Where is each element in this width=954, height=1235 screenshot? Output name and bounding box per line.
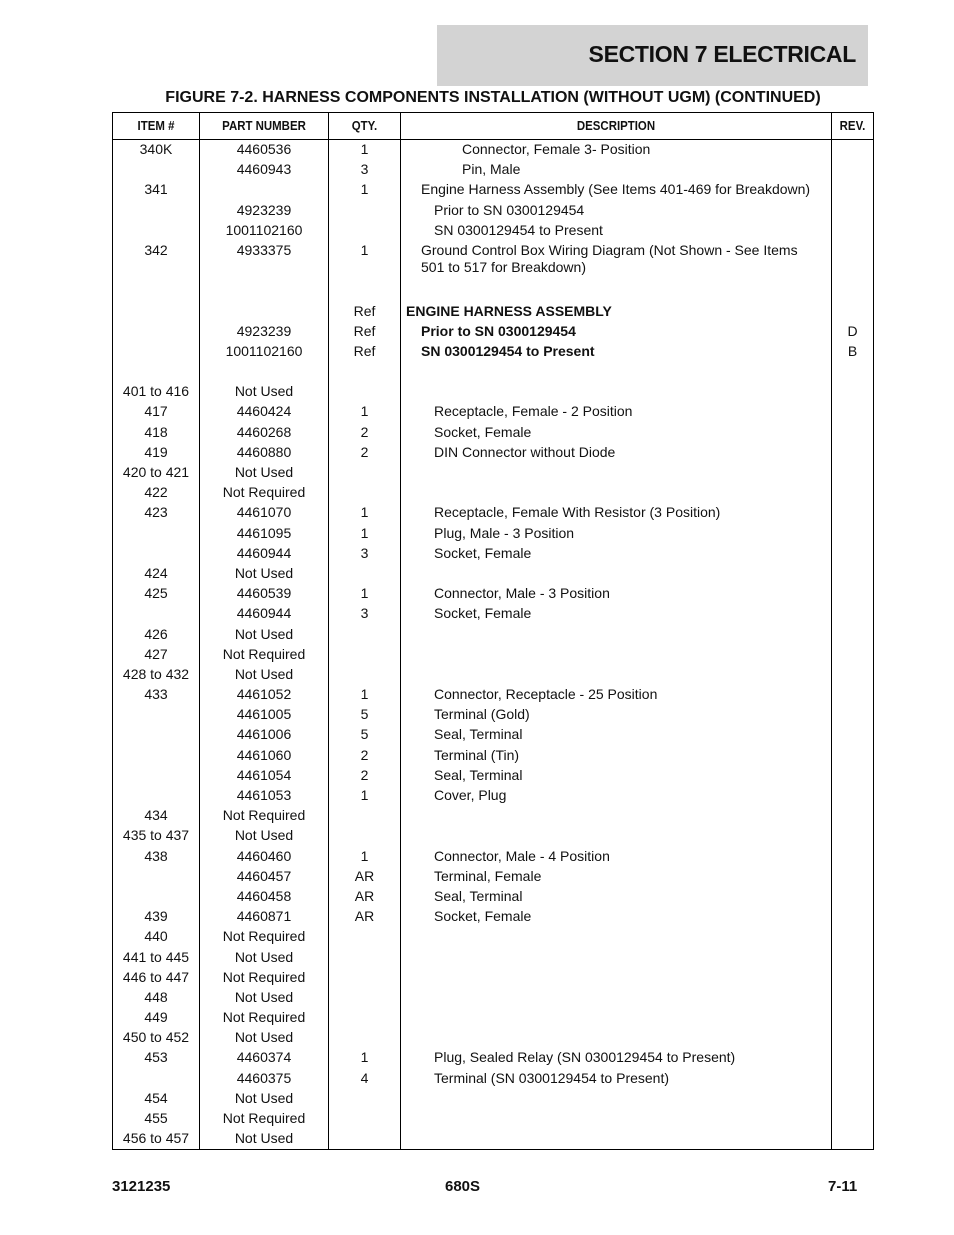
- qty-cell: 2: [360, 423, 369, 440]
- col-header-part-number: PART NUMBER: [222, 118, 306, 133]
- item-number-cell: 425: [144, 585, 168, 602]
- qty-cell: 3: [360, 605, 369, 622]
- description-cell: Prior to SN 0300129454: [434, 201, 585, 218]
- part-number-cell: Not Required: [222, 928, 306, 945]
- part-number-cell: Not Used: [234, 988, 294, 1005]
- table-row: [113, 989, 873, 1009]
- part-number-cell: Not Used: [234, 1130, 294, 1147]
- table-row: [113, 928, 873, 948]
- part-number-cell: 4460871: [236, 908, 292, 925]
- qty-cell: 2: [360, 443, 369, 460]
- table-row: [113, 161, 873, 181]
- part-number-cell: 4461095: [236, 524, 292, 541]
- description-cell: Prior to SN 0300129454: [421, 322, 576, 339]
- part-number-cell: 4460268: [236, 423, 292, 440]
- table-row: [113, 706, 873, 726]
- part-number-cell: 4461070: [236, 504, 292, 521]
- part-number-cell: Not Required: [222, 1110, 306, 1127]
- part-number-cell: 4460424: [236, 403, 292, 420]
- qty-cell: Ref: [353, 322, 376, 339]
- item-number-cell: 422: [144, 484, 168, 501]
- table-row: [113, 726, 873, 746]
- item-number-cell: 455: [144, 1110, 168, 1127]
- rev-cell: D: [847, 322, 858, 339]
- table-row: [113, 908, 873, 928]
- part-number-cell: Not Used: [234, 1089, 294, 1106]
- description-cell: Terminal (Tin): [434, 746, 520, 763]
- part-number-cell: 4460539: [236, 585, 292, 602]
- part-number-cell: Not Required: [222, 968, 306, 985]
- item-number-cell: 438: [144, 847, 168, 864]
- description-cell: Ground Control Box Wiring Diagram (Not Shown - See Items 501 to 517 for Breakdown): [421, 241, 798, 275]
- item-number-cell: 427: [144, 645, 168, 662]
- description-cell: Terminal, Female: [434, 867, 542, 884]
- table-row: [113, 464, 873, 484]
- table-row: [113, 949, 873, 969]
- description-cell: Seal, Terminal: [434, 766, 523, 783]
- description-cell: Connector, Receptacle - 25 Position: [434, 686, 658, 703]
- table-row: [113, 605, 873, 625]
- description-cell: Socket, Female: [434, 605, 532, 622]
- description-cell: ENGINE HARNESS ASSEMBLY: [406, 302, 612, 319]
- table-row: [113, 1070, 873, 1090]
- qty-cell: 1: [360, 524, 369, 541]
- table-row: [113, 525, 873, 545]
- item-number-cell: 423: [144, 504, 168, 521]
- table-row: [113, 666, 873, 686]
- qty-cell: 4: [360, 1069, 369, 1086]
- table-body: [113, 141, 873, 1150]
- description-cell: Seal, Terminal: [434, 887, 523, 904]
- table-row: [113, 1029, 873, 1049]
- item-number-cell: 435 to 437: [122, 827, 190, 844]
- part-number-cell: Not Used: [234, 564, 294, 581]
- description-cell: Socket, Female: [434, 908, 532, 925]
- qty-cell: 1: [360, 141, 369, 157]
- part-number-cell: 4460374: [236, 1049, 292, 1066]
- item-number-cell: 449: [144, 1009, 168, 1026]
- part-number-cell: Not Used: [234, 383, 294, 400]
- col-header-qty: QTY.: [351, 118, 378, 133]
- qty-cell: 1: [360, 241, 369, 258]
- rev-cell: B: [847, 342, 858, 359]
- part-number-cell: 4461060: [236, 746, 292, 763]
- part-number-cell: 4460536: [236, 141, 292, 157]
- description-cell: DIN Connector without Diode: [434, 443, 616, 460]
- description-cell: Plug, Male - 3 Position: [434, 524, 575, 541]
- description-cell: Connector, Male - 4 Position: [434, 847, 610, 864]
- table-row: [113, 141, 873, 161]
- qty-cell: 1: [360, 1049, 369, 1066]
- item-number-cell: 418: [144, 423, 168, 440]
- item-number-cell: 446 to 447: [122, 968, 190, 985]
- description-cell: Engine Harness Assembly (See Items 401-469 for Breakdown): [421, 181, 811, 198]
- part-number-cell: Not Used: [234, 665, 294, 682]
- item-number-cell: 450 to 452: [122, 1029, 190, 1046]
- item-number-cell: 433: [144, 686, 168, 703]
- part-number-cell: 4461053: [236, 787, 292, 804]
- figure-title: FIGURE 7-2. HARNESS COMPONENTS INSTALLATION (WITHOUT UGM) (CONTINUED): [165, 89, 821, 106]
- description-cell: Plug, Sealed Relay (SN 0300129454 to Present): [434, 1049, 736, 1066]
- description-cell: Terminal (Gold): [434, 706, 530, 723]
- table-row: [113, 848, 873, 868]
- table-row: [113, 504, 873, 524]
- qty-cell: 1: [360, 504, 369, 521]
- description-cell: Connector, Male - 3 Position: [434, 585, 610, 602]
- description-cell: SN 0300129454 to Present: [434, 221, 603, 238]
- item-number-cell: 441 to 445: [122, 948, 190, 965]
- item-number-cell: 440: [144, 928, 168, 945]
- table-row: [113, 807, 873, 827]
- qty-cell: AR: [354, 867, 375, 884]
- table-row: [113, 242, 873, 282]
- description-cell: Seal, Terminal: [434, 726, 523, 743]
- qty-cell: Ref: [353, 342, 376, 359]
- table-row: [113, 1049, 873, 1069]
- qty-cell: 1: [360, 686, 369, 703]
- item-number-cell: 417: [144, 403, 168, 420]
- table-row: [113, 1090, 873, 1110]
- part-number-cell: Not Used: [234, 948, 294, 965]
- part-number-cell: 4461006: [236, 726, 292, 743]
- table-row: [113, 787, 873, 807]
- description-cell: Terminal (SN 0300129454 to Present): [434, 1069, 670, 1086]
- qty-cell: 3: [360, 161, 369, 178]
- table-row: [113, 888, 873, 908]
- table-row: [113, 444, 873, 464]
- table-row: [113, 181, 873, 201]
- table-row: [113, 868, 873, 888]
- table-row: [113, 686, 873, 706]
- table-row: [113, 343, 873, 363]
- col-header-description: DESCRIPTION: [576, 118, 656, 133]
- part-number-cell: 4460375: [236, 1069, 292, 1086]
- part-number-cell: Not Used: [234, 464, 294, 481]
- table-row: [113, 1110, 873, 1130]
- part-number-cell: 4460457: [236, 867, 292, 884]
- qty-cell: 5: [360, 726, 369, 743]
- footer-model: 680S: [445, 1178, 481, 1195]
- item-number-cell: 428 to 432: [122, 665, 190, 682]
- item-number-cell: 439: [144, 908, 168, 925]
- table-row: [113, 626, 873, 646]
- table-row: [113, 202, 873, 222]
- table-row: [113, 222, 873, 242]
- table-row: [113, 565, 873, 585]
- part-number-cell: Not Used: [234, 827, 294, 844]
- qty-cell: AR: [354, 908, 375, 925]
- qty-cell: Ref: [353, 302, 376, 319]
- table-row: [113, 827, 873, 847]
- col-header-rev: REV.: [839, 118, 866, 133]
- part-number-cell: 4460880: [236, 443, 292, 460]
- part-number-cell: 4461052: [236, 686, 292, 703]
- qty-cell: 3: [360, 544, 369, 561]
- description-cell: Cover, Plug: [434, 787, 507, 804]
- part-number-cell: 4460460: [236, 847, 292, 864]
- part-number-cell: 4461005: [236, 706, 292, 723]
- qty-cell: 1: [360, 787, 369, 804]
- qty-cell: 5: [360, 706, 369, 723]
- table-row: [113, 545, 873, 565]
- description-cell: Socket, Female: [434, 423, 532, 440]
- table-row: [113, 383, 873, 403]
- part-number-cell: Not Required: [222, 484, 306, 501]
- item-number-cell: 419: [144, 443, 168, 460]
- part-number-cell: 4460944: [236, 544, 292, 561]
- item-number-cell: 420 to 421: [122, 464, 190, 481]
- table-row: [113, 484, 873, 504]
- parts-table: [112, 112, 874, 1150]
- item-number-cell: 401 to 416: [122, 383, 190, 400]
- part-number-cell: 4923239: [236, 322, 292, 339]
- item-number-cell: 453: [144, 1049, 168, 1066]
- part-number-cell: Not Required: [222, 645, 306, 662]
- item-number-cell: 340K: [139, 141, 173, 157]
- table-row: [113, 282, 873, 302]
- description-cell: Pin, Male: [462, 161, 521, 178]
- item-number-cell: 448: [144, 988, 168, 1005]
- part-number-cell: 1001102160: [225, 221, 303, 238]
- qty-cell: 2: [360, 766, 369, 783]
- table-row: [113, 1009, 873, 1029]
- part-number-cell: 4460458: [236, 887, 292, 904]
- section-header-box: [437, 25, 868, 86]
- item-number-cell: 434: [144, 807, 168, 824]
- footer-doc-number: 3121235: [112, 1178, 171, 1195]
- table-row: [113, 767, 873, 787]
- col-header-item: ITEM #: [137, 118, 175, 133]
- part-number-cell: Not Used: [234, 1029, 294, 1046]
- description-cell: Receptacle, Female - 2 Position: [434, 403, 633, 420]
- part-number-cell: 4460943: [236, 161, 292, 178]
- table-row: [113, 747, 873, 767]
- table-row: [113, 403, 873, 423]
- table-row: [113, 363, 873, 383]
- qty-cell: 1: [360, 847, 369, 864]
- qty-cell: 1: [360, 403, 369, 420]
- item-number-cell: 424: [144, 564, 168, 581]
- table-row: [113, 323, 873, 343]
- description-cell: Connector, Female 3- Position: [462, 141, 651, 157]
- table-row: [113, 969, 873, 989]
- part-number-cell: 1001102160: [225, 342, 303, 359]
- item-number-cell: 341: [144, 181, 168, 198]
- part-number-cell: 4461054: [236, 766, 292, 783]
- table-row: [113, 303, 873, 323]
- part-number-cell: Not Used: [234, 625, 294, 642]
- table-row: [113, 585, 873, 605]
- item-number-cell: 456 to 457: [122, 1130, 190, 1147]
- table-row: [113, 646, 873, 666]
- part-number-cell: Not Required: [222, 807, 306, 824]
- item-number-cell: 426: [144, 625, 168, 642]
- qty-cell: 1: [360, 585, 369, 602]
- table-row: [113, 1130, 873, 1150]
- part-number-cell: 4923239: [236, 201, 292, 218]
- part-number-cell: 4460944: [236, 605, 292, 622]
- description-cell: SN 0300129454 to Present: [421, 342, 595, 359]
- part-number-cell: Not Required: [222, 1009, 306, 1026]
- description-cell: Socket, Female: [434, 544, 532, 561]
- qty-cell: 1: [360, 181, 369, 198]
- table-row: [113, 424, 873, 444]
- qty-cell: AR: [354, 887, 375, 904]
- part-number-cell: 4933375: [236, 241, 292, 258]
- item-number-cell: 342: [144, 241, 168, 258]
- section-title: SECTION 7 ELECTRICAL: [588, 41, 856, 67]
- item-number-cell: 454: [144, 1089, 168, 1106]
- qty-cell: 2: [360, 746, 369, 763]
- description-cell: Receptacle, Female With Resistor (3 Position): [434, 504, 721, 521]
- footer-page-number: 7-11: [828, 1178, 858, 1195]
